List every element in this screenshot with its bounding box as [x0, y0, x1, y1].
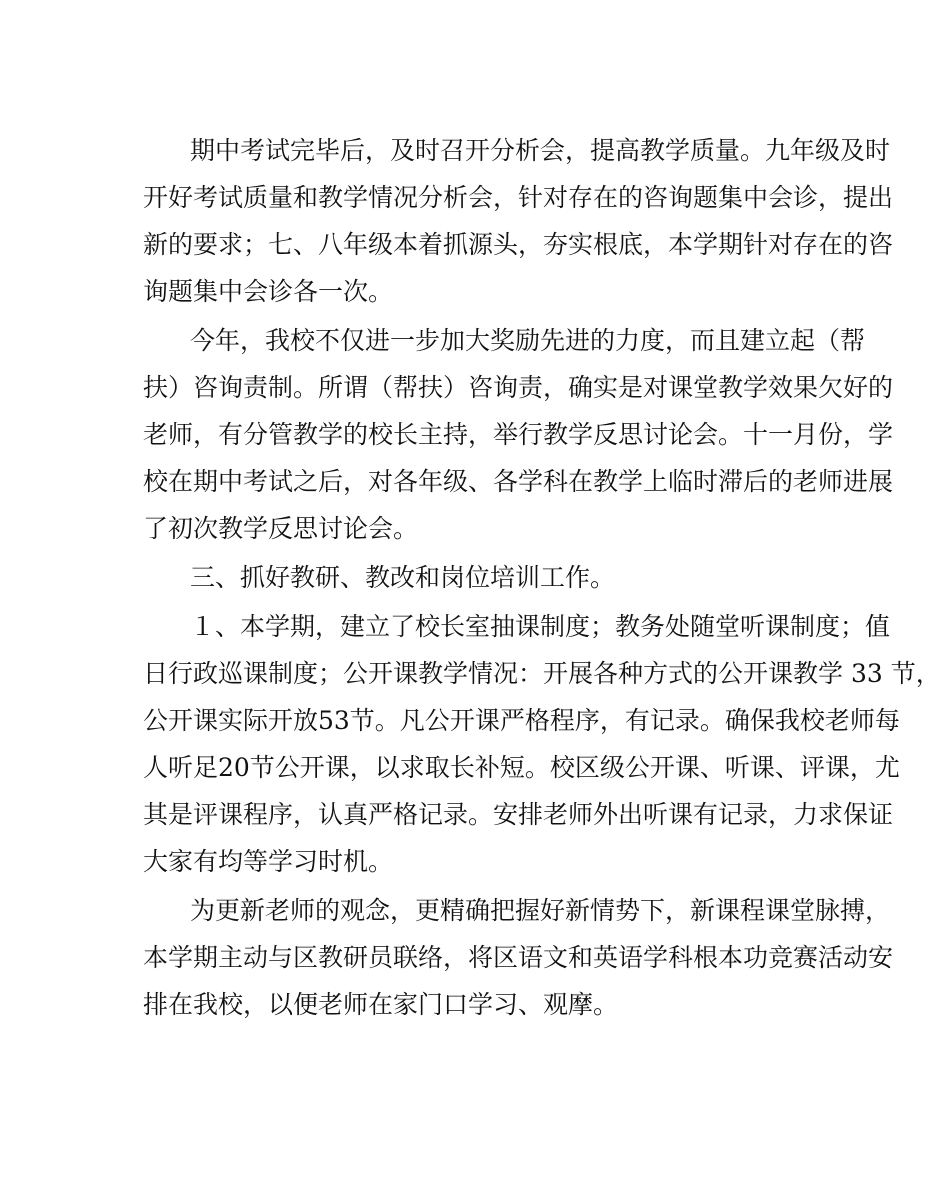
paragraph-1-line-1: 期中考试完毕后，及时召开分析会，提高教学质量。九年级及时	[190, 136, 891, 165]
paragraph-1-line-2: 开好考试质量和教学情况分析会，针对存在的咨询题集中会诊，提出	[143, 183, 894, 212]
paragraph-2-line-1: 今年，我校不仅进一步加大奖励先进的力度，而且建立起（帮	[190, 326, 866, 355]
paragraph-2-line-3: 老师，有分管教学的校长主持，举行教学反思讨论会。十一月份，学	[143, 420, 894, 449]
paragraph-2-line-5: 了初次教学反思讨论会。	[143, 514, 419, 543]
paragraph-4-line-1: １、本学期，建立了校长室抽课制度；教务处随堂听课制度；值	[190, 612, 891, 641]
paragraph-4-line-5: 其是评课程序，认真严格记录。安排老师外出听课有记录，力求保证	[143, 800, 894, 829]
paragraph-4-line-6: 大家有均等学习时机。	[143, 847, 394, 876]
paragraph-2-line-2: 扶）咨询责制。所谓（帮扶）咨询责，确实是对课堂教学效果欠好的	[143, 373, 894, 402]
paragraph-4-line-3: 公开课实际开放53节。凡公开课严格程序，有记录。确保我校老师每	[143, 706, 900, 735]
paragraph-5-line-1: 为更新老师的观念，更精确把握好新情势下，新课程课堂脉搏，	[190, 896, 891, 925]
paragraph-5-line-3: 排在我校，以便老师在家门口学习、观摩。	[143, 990, 619, 1019]
section-heading: 三、抓好教研、教改和岗位培训工作。	[190, 563, 616, 592]
paragraph-2-line-4: 校在期中考试之后，对各年级、各学科在教学上临时滞后的老师进展	[143, 467, 894, 496]
paragraph-1-line-4: 询题集中会诊各一次。	[143, 277, 394, 306]
paragraph-5-line-2: 本学期主动与区教研员联络，将区语文和英语学科根本功竞赛活动安	[143, 943, 894, 972]
paragraph-4-line-4: 人听足20节公开课，以求取长补短。校区级公开课、听课、评课，尤	[143, 753, 900, 782]
paragraph-1-line-3: 新的要求；七、八年级本着抓源头，夯实根底，本学期针对存在的咨	[143, 230, 894, 259]
paragraph-4-line-2: 日行政巡课制度；公开课教学情况：开展各种方式的公开课教学 33 节，	[143, 659, 941, 688]
